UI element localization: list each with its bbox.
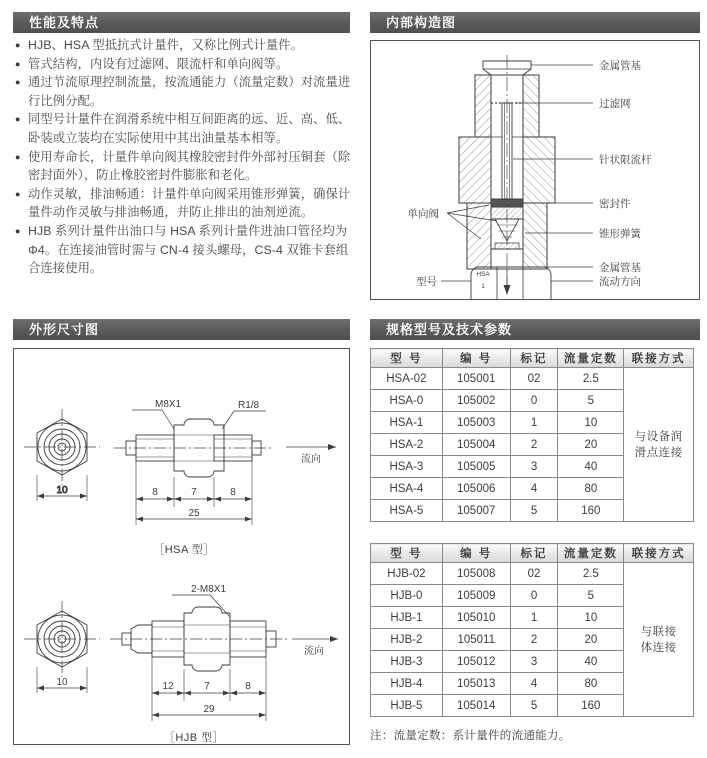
internal-structure-panel <box>370 40 700 300</box>
cell-number: 105002 <box>442 390 510 412</box>
cell-mark: 0 <box>510 585 558 607</box>
cell-flow-constant: 10 <box>558 607 624 629</box>
spec-table-hsa <box>370 348 694 522</box>
internal-label-1: 过滤网 <box>599 98 631 110</box>
table-row <box>371 563 694 585</box>
section-title-features: 性能及特点 <box>29 15 100 30</box>
svg-text:8: 8 <box>230 487 236 498</box>
hjb-drawing-caption: ［HJB 型］ <box>163 732 225 744</box>
bullet-icon: ● <box>15 151 21 162</box>
cell-flow-constant: 2.5 <box>558 563 624 585</box>
bullet-icon: ● <box>15 77 21 88</box>
cell-model: HSA-4 <box>371 478 443 500</box>
cell-model: HJB-4 <box>371 673 443 695</box>
svg-text:25: 25 <box>188 508 200 519</box>
internal-label-3: 密封件 <box>599 198 631 210</box>
cell-mark: 02 <box>510 368 558 390</box>
cell-mark: 4 <box>510 673 558 695</box>
cell-number: 105006 <box>442 478 510 500</box>
cell-model: HSA-0 <box>371 390 443 412</box>
list-item <box>14 185 355 222</box>
section-title-specs: 规格型号及技术参数 <box>386 322 513 337</box>
cell-model: HJB-1 <box>371 607 443 629</box>
list-item-text: 使用寿命长，计量件单向阀其橡胶密封件外部衬压铜套（除密封面外），防止橡胶密封件膨胀和老化。 <box>28 149 351 183</box>
cell-flow-constant: 5 <box>558 390 624 412</box>
hjb-side-view <box>110 595 338 721</box>
section-header-features <box>13 12 350 33</box>
col-header-mark: 标记 <box>510 544 558 563</box>
cell-number: 105014 <box>442 695 510 717</box>
internal-label-2: 针状限流杆 <box>599 154 652 166</box>
svg-text:10: 10 <box>56 485 68 496</box>
list-item-text: 同型号计量件在润滑系统中相互间距离的远、近、高、低、卧装或立装均在实际使用中其出油量基本相等。 <box>28 112 351 145</box>
cell-mark: 1 <box>510 412 558 434</box>
cell-model: HSA-2 <box>371 434 443 456</box>
cell-connection-merged <box>624 563 694 717</box>
features-bullet-list <box>14 36 355 278</box>
cell-flow-constant: 160 <box>558 500 624 522</box>
cell-number: 105003 <box>442 412 510 434</box>
spec-table-hjb <box>370 543 694 717</box>
bullet-icon: ● <box>15 225 21 236</box>
cell-mark: 2 <box>510 629 558 651</box>
col-header-flow-constant: 流量定数 <box>558 349 624 368</box>
cell-flow-constant: 80 <box>558 673 624 695</box>
cell-number: 105005 <box>442 456 510 478</box>
cell-flow-constant: 20 <box>558 434 624 456</box>
cell-flow-constant: 40 <box>558 651 624 673</box>
col-header-connection: 联接方式 <box>624 349 694 368</box>
cell-number: 105001 <box>442 368 510 390</box>
cell-model: HJB-2 <box>371 629 443 651</box>
connection-line-2: 滑点连接 <box>634 446 683 459</box>
bullet-icon: ● <box>15 40 21 50</box>
bullet-icon: ● <box>15 188 21 199</box>
cell-number: 105010 <box>442 607 510 629</box>
internal-label-0: 金属管基 <box>599 60 641 72</box>
list-item-text: 通过节流原理控制流量，按流通能力（流量定数）对流量进行比例分配。 <box>28 75 351 108</box>
internal-label-6: 流动方向 <box>599 276 641 288</box>
internal-label-check-valve: 单向阀 <box>407 208 439 220</box>
cell-mark: 5 <box>510 695 558 717</box>
list-item-text: HJB、HSA 型抵抗式计量件，又称比例式计量件。 <box>28 38 304 52</box>
nut-marking-model: HSA <box>476 271 490 278</box>
col-header-number: 编 号 <box>442 544 510 563</box>
list-item <box>14 148 355 185</box>
cell-flow-constant: 40 <box>558 456 624 478</box>
cell-flow-constant: 20 <box>558 629 624 651</box>
cell-number: 105012 <box>442 651 510 673</box>
list-item <box>14 36 355 55</box>
table-header-row <box>371 349 694 368</box>
cell-mark: 0 <box>510 390 558 412</box>
cell-flow-constant: 5 <box>558 585 624 607</box>
cell-mark: 02 <box>510 563 558 585</box>
svg-text:流向: 流向 <box>304 646 324 657</box>
hsa-drawing-caption: ［HSA 型］ <box>153 544 215 556</box>
cell-mark: 5 <box>510 500 558 522</box>
cell-number: 105004 <box>442 434 510 456</box>
svg-text:8: 8 <box>152 487 158 498</box>
col-header-connection: 联接方式 <box>624 544 694 563</box>
table-note: 注：流量定数：系计量件的流通能力。 <box>370 730 571 742</box>
bullet-icon: ● <box>15 114 21 125</box>
bullet-icon: ● <box>15 58 21 69</box>
col-header-number: 编 号 <box>442 349 510 368</box>
cell-model: HJB-3 <box>371 651 443 673</box>
hsa-side-view <box>114 419 272 477</box>
list-item <box>14 55 355 74</box>
internal-label-4: 锥形弹簧 <box>599 228 641 240</box>
internal-label-model: 型号 <box>416 276 437 288</box>
cell-number: 105007 <box>442 500 510 522</box>
cell-number: 105009 <box>442 585 510 607</box>
cell-mark: 3 <box>510 651 558 673</box>
list-item-text: HJB 系列计量件出油口与 HSA 系列计量件进油口管径均为 Φ4。在连接油管时需与 CN-4 接头螺母，CS-4 双锥卡套组合连接使用。 <box>28 223 349 276</box>
svg-text:29: 29 <box>203 704 215 715</box>
cell-model: HSA-1 <box>371 412 443 434</box>
cell-model: HJB-0 <box>371 585 443 607</box>
connection-line-1: 与设备润 <box>634 430 683 443</box>
dimension-drawing-panel <box>13 348 350 745</box>
section-title-dimensions: 外形尺寸图 <box>29 322 100 337</box>
list-item-text: 动作灵敏，排油畅通：计量件单向阀采用锥形弹簧，确保计量件动作灵敏与排油畅通，并防止排出的油剂逆流。 <box>28 186 351 220</box>
nut-marking-size: 1 <box>481 283 485 290</box>
col-header-model: 型 号 <box>371 349 443 368</box>
section-header-specs <box>370 319 700 340</box>
table-header-row <box>371 544 694 563</box>
cell-model: HSA-5 <box>371 500 443 522</box>
section-title-internal: 内部构造图 <box>386 15 457 30</box>
internal-label-5: 金属管基 <box>599 262 641 274</box>
internal-structure-svg <box>371 41 699 299</box>
table-row <box>371 368 694 390</box>
col-header-flow-constant: 流量定数 <box>558 544 624 563</box>
col-header-mark: 标记 <box>510 349 558 368</box>
svg-text:8: 8 <box>245 681 251 692</box>
connection-line-1: 与联接 <box>640 625 677 638</box>
cell-mark: 4 <box>510 478 558 500</box>
svg-text:12: 12 <box>162 681 174 692</box>
cell-mark: 2 <box>510 434 558 456</box>
list-item <box>14 222 355 278</box>
cell-model: HJB-02 <box>371 563 443 585</box>
cell-model: HSA-3 <box>371 456 443 478</box>
cell-number: 105008 <box>442 563 510 585</box>
section-header-internal <box>370 12 700 33</box>
svg-text:7: 7 <box>204 681 210 692</box>
section-header-dimensions <box>13 319 350 340</box>
cell-mark: 1 <box>510 607 558 629</box>
cell-flow-constant: 2.5 <box>558 368 624 390</box>
cell-mark: 3 <box>510 456 558 478</box>
cell-flow-constant: 160 <box>558 695 624 717</box>
svg-text:流向: 流向 <box>301 454 321 465</box>
col-header-model: 型 号 <box>371 544 443 563</box>
cell-number: 105013 <box>442 673 510 695</box>
list-item <box>14 73 355 110</box>
hjb-thread-label: 2-M8X1 <box>191 584 227 595</box>
svg-text:10: 10 <box>56 677 68 688</box>
cell-model: HSA-02 <box>371 368 443 390</box>
cell-flow-constant: 80 <box>558 478 624 500</box>
cell-connection-merged <box>624 368 694 522</box>
connection-line-2: 体连接 <box>640 641 677 654</box>
svg-text:7: 7 <box>191 487 197 498</box>
hsa-thread-label-1: M8X1 <box>155 399 182 410</box>
cell-flow-constant: 10 <box>558 412 624 434</box>
list-item-text: 管式结构，内设有过滤网、限流杆和单向阀等。 <box>28 56 289 71</box>
cell-model: HJB-5 <box>371 695 443 717</box>
hsa-thread-label-2: R1/8 <box>238 400 260 411</box>
cell-number: 105011 <box>442 629 510 651</box>
list-item <box>14 110 355 147</box>
